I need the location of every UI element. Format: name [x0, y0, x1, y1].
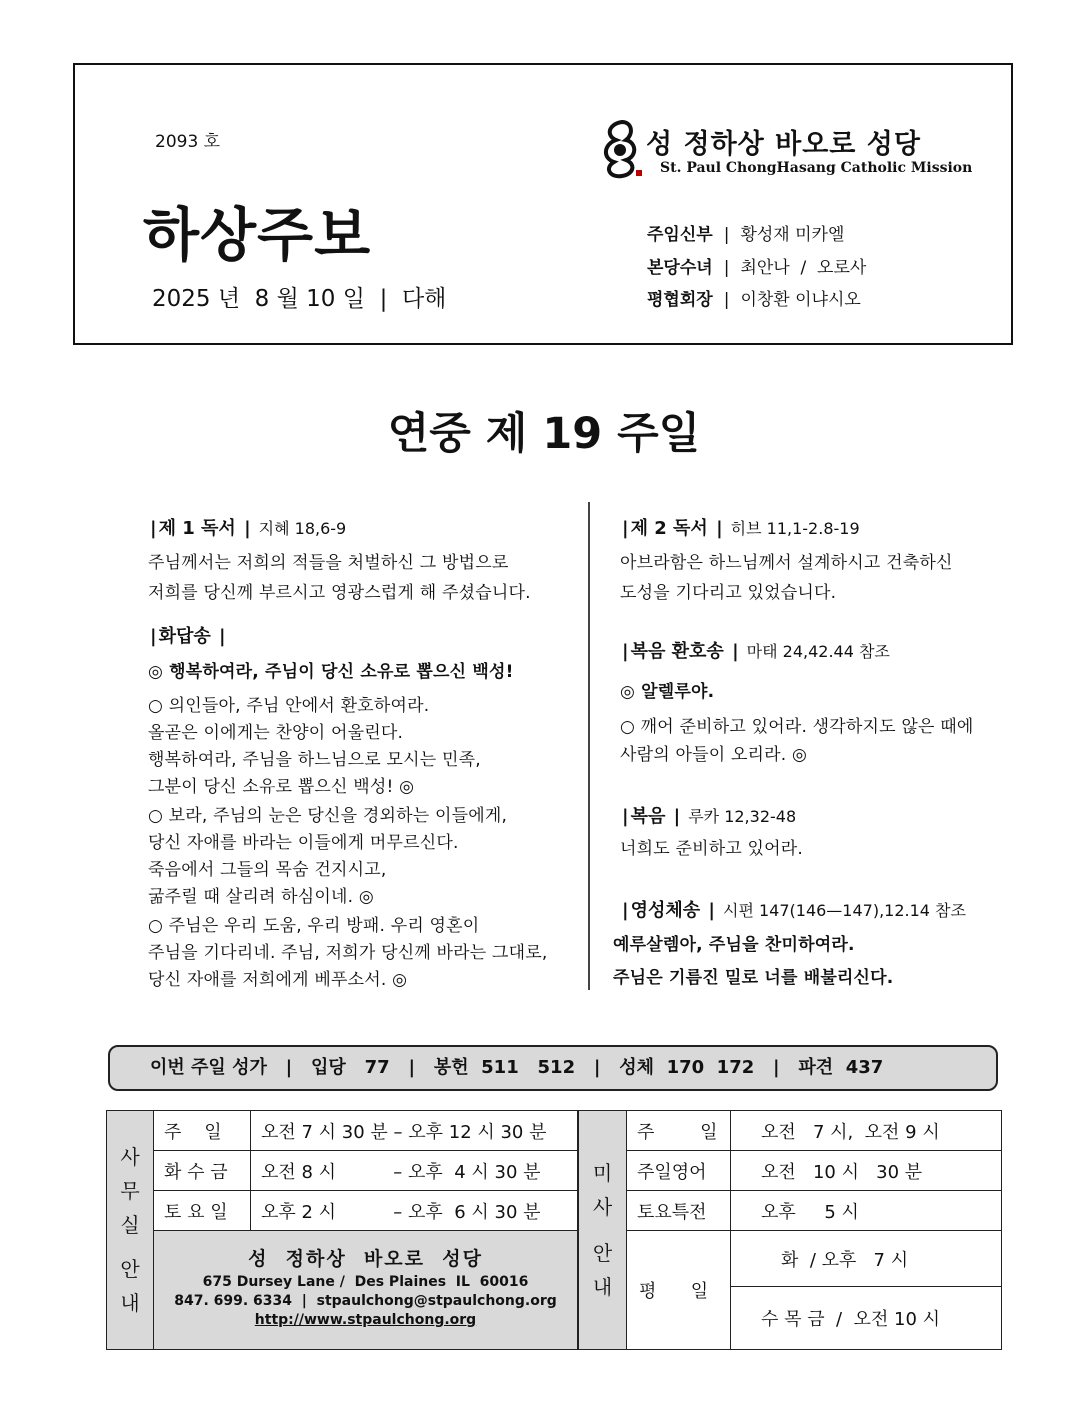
reading1-line-2: 저희를 당신께 부르시고 영광스럽게 해 주셨습니다. — [148, 583, 531, 603]
hymn-bar: 이번 주일 성가 | 입당 77 | 봉헌 511 512 | 성체 170 172 | 파견 437 — [108, 1045, 998, 1091]
psalm-line-3: 행복하여라, 주님을 하느님으로 모시는 민족, — [148, 750, 481, 770]
staff-row-sister: 본당수녀 | 최안나 / 오로사 — [647, 258, 867, 278]
reading2-heading: | 제 2 독서 | 히브 11,1-2.8-19 — [622, 518, 860, 539]
office-day-3: 토 요 일 — [153, 1190, 251, 1231]
office-contact: 847. 699. 6334 | stpaulchong@stpaulchong.org — [174, 1293, 557, 1309]
mass-time-1: 오전 7 시, 오전 9 시 — [730, 1110, 1002, 1151]
office-day-2: 화 수 금 — [153, 1150, 251, 1191]
psalm-line-7: 죽음에서 그들의 목숨 건지시고, — [148, 860, 387, 880]
mass-day-2: 주일영어 — [626, 1150, 731, 1191]
reading2-line-2: 도성을 기다리고 있었습니다. — [620, 583, 837, 603]
staff-row-pastor: 주임신부 | 황성재 미카엘 — [647, 225, 845, 245]
staff-row-council: 평협회장 | 이창환 이냐시오 — [647, 290, 861, 310]
sunday-title: 연중 제 19 주일 — [387, 409, 701, 459]
communion-line-1: 예루살렘아, 주님을 찬미하여라. — [613, 935, 855, 955]
mass-day-1: 주 일 — [626, 1110, 731, 1151]
psalm-line-4: 그분이 당신 소유로 뽑으신 백성! ◎ — [148, 777, 415, 797]
office-time-3: 오후 2 시 – 오후 6 시 30 분 — [250, 1190, 578, 1231]
bulletin-title: 하상주보 — [143, 201, 372, 269]
office-church-name: 성 정하상 바오로 성당 — [248, 1248, 483, 1270]
mass-weekday-1: 화 / 오후 7 시 — [730, 1230, 1002, 1287]
psalm-line-1: ○ 의인들아, 주님 안에서 환호하여라. — [148, 696, 430, 716]
alleluia-line-1: ○ 깨어 준비하고 있어라. 생각하지도 않은 때에 — [620, 717, 974, 737]
church-name-korean: 성 정하상 바오로 성당 — [646, 129, 921, 160]
psalm-line-9: ○ 주님은 우리 도움, 우리 방패. 우리 영혼이 — [148, 916, 480, 936]
communion-heading: | 영성체송 | 시편 147(146—147),12.14 참조 — [622, 900, 966, 921]
issue-number: 2093 호 — [155, 132, 221, 152]
reading1-line-1: 주님께서는 저희의 적들을 처벌하신 그 방법으로 — [148, 553, 509, 573]
office-time-2: 오전 8 시 – 오후 4 시 30 분 — [250, 1150, 578, 1191]
gospel-line-1: 너희도 준비하고 있어라. — [620, 839, 804, 859]
gospel-heading: | 복음 | 루카 12,32-48 — [622, 806, 797, 827]
psalm-line-11: 당신 자애를 저희에게 베푸소서. ◎ — [148, 970, 408, 990]
psalm-heading: | 화답송 | — [150, 626, 226, 647]
reading1-heading: | 제 1 독서 | 지혜 18,6-9 — [150, 518, 347, 539]
office-contact-info — [153, 1230, 578, 1350]
psalm-line-2: 올곧은 이에게는 찬양이 어울린다. — [148, 723, 404, 743]
alleluia-line-2: 사람의 아들이 오리라. ◎ — [620, 745, 808, 765]
psalm-line-5: ○ 보라, 주님의 눈은 당신을 경외하는 이들에게, — [148, 806, 508, 826]
office-time-1: 오전 7 시 30 분 – 오후 12 시 30 분 — [250, 1110, 578, 1151]
church-name-english: St. Paul ChongHasang Catholic Mission — [660, 160, 973, 176]
date-line: 2025 년 8 월 10 일 | 다해 — [152, 286, 447, 312]
reading2-line-1: 아브라함은 하느님께서 설계하시고 건축하신 — [620, 553, 953, 573]
church-logo-icon — [596, 118, 644, 182]
mass-time-2: 오전 10 시 30 분 — [730, 1150, 1002, 1191]
psalm-line-6: 당신 자애를 바라는 이들에게 머무르신다. — [148, 833, 459, 853]
column-divider — [588, 502, 590, 990]
mass-label: 미 사 안 내 — [578, 1110, 627, 1350]
psalm-line-10: 주님을 기다리네. 주님, 저희가 당신께 바라는 그대로, — [148, 943, 548, 963]
mass-weekday-2: 수 목 금 / 오전 10 시 — [730, 1286, 1002, 1350]
psalm-response: ◎ 행복하여라, 주님이 당신 소유로 뽑으신 백성! — [148, 662, 514, 682]
psalm-line-8: 굶주릴 때 살리려 하심이네. ◎ — [148, 887, 374, 907]
alleluia-response: ◎ 알렐루야. — [620, 682, 715, 702]
office-address: 675 Dursey Lane / Des Plaines IL 60016 — [202, 1274, 529, 1290]
communion-line-2: 주님은 기름진 밀로 너를 배불리신다. — [613, 968, 894, 988]
mass-time-3: 오후 5 시 — [730, 1190, 1002, 1231]
mass-day-3: 토요특전 — [626, 1190, 731, 1231]
office-day-1: 주 일 — [153, 1110, 251, 1151]
mass-weekday-label: 평 일 — [626, 1230, 731, 1350]
alleluia-heading: | 복음 환호송 | 마태 24,42.44 참조 — [622, 641, 890, 662]
office-label: 사 무 실 안 내 — [106, 1110, 154, 1350]
website-link[interactable]: http://www.stpaulchong.org — [254, 1312, 477, 1328]
